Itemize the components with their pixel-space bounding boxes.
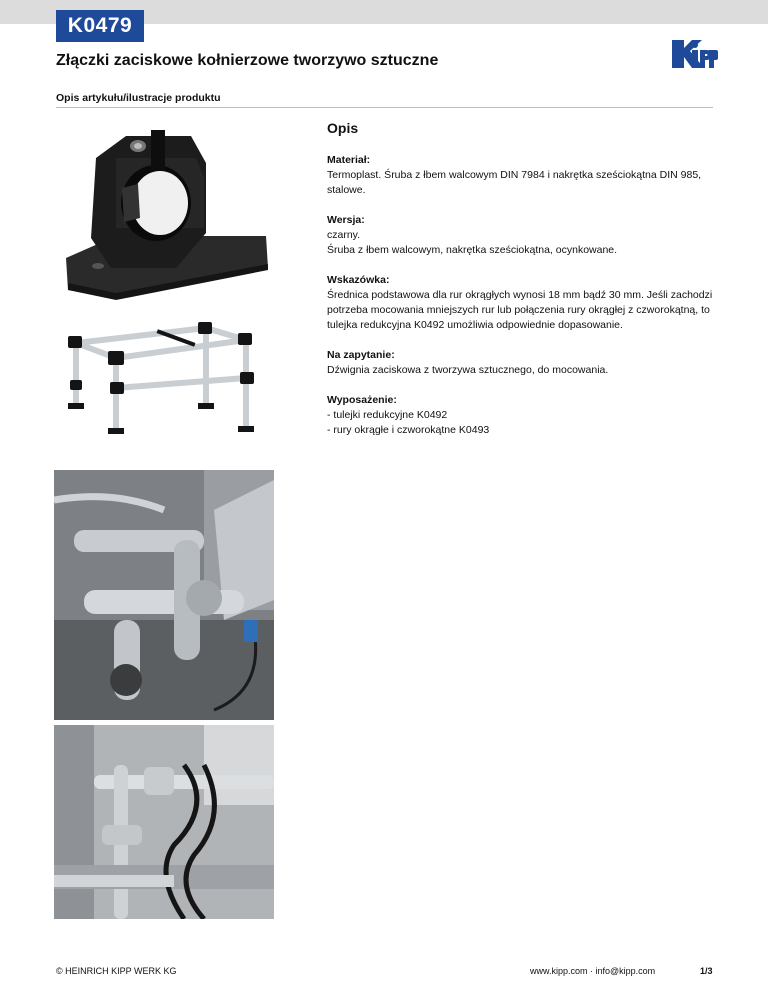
material-title: Materiał:: [327, 154, 371, 166]
version-title: Wersja:: [327, 214, 365, 226]
footer-contact[interactable]: www.kipp.com · info@kipp.com: [530, 966, 656, 976]
note-text: Średnica podstawowa dla rur okrągłych wynosi 18 mm bądź 30 mm. Jeśli zachodzi potrzeba mocowania mniejszych rur lub połączenia rury okrągłej z czworokątną, to tulejka redukcyjna K0492 umożliwia odpowiednie dopasowanie.: [327, 289, 713, 331]
kipp-logo: [670, 38, 718, 70]
footer-copyright: © HEINRICH KIPP WERK KG: [56, 966, 177, 976]
article-code-badge: K0479: [56, 10, 144, 42]
product-image-clamp: [56, 118, 274, 306]
material-text: Termoplast. Śruba z łbem walcowym DIN 7984 i nakrętka sześciokątna DIN 985, stalowe.: [327, 169, 702, 196]
note-title: Wskazówka:: [327, 274, 390, 286]
on-request-title: Na zapytanie:: [327, 349, 395, 361]
page-title: Złączki zaciskowe kołnierzowe tworzywo sztuczne: [56, 52, 439, 69]
version-block: [327, 213, 717, 258]
accessories-title: Wyposażenie:: [327, 394, 397, 406]
accessories-item-2: - rury okrągłe i czworokątne K0493: [327, 424, 490, 436]
section-divider: [56, 107, 713, 108]
note-block: [327, 273, 717, 333]
accessories-block: [327, 393, 717, 438]
application-photo-machine: [54, 470, 274, 720]
description-heading: Opis: [327, 120, 359, 136]
accessories-item-1: - tulejki redukcyjne K0492: [327, 409, 448, 421]
section-label: Opis artykułu/ilustracje produktu: [56, 92, 221, 104]
application-photo-enclosure: [54, 725, 274, 919]
version-text-1: czarny.: [327, 229, 361, 241]
version-text-2: Śruba z łbem walcowym, nakrętka sześciokątna, ocynkowane.: [327, 244, 618, 256]
material-block: [327, 153, 717, 198]
on-request-block: [327, 348, 717, 378]
description-panel: [327, 120, 717, 453]
page-number: 1/3: [700, 966, 713, 976]
on-request-text: Dźwignia zaciskowa z tworzywa sztucznego, do mocowania.: [327, 364, 609, 376]
product-image-frame: [56, 308, 274, 458]
